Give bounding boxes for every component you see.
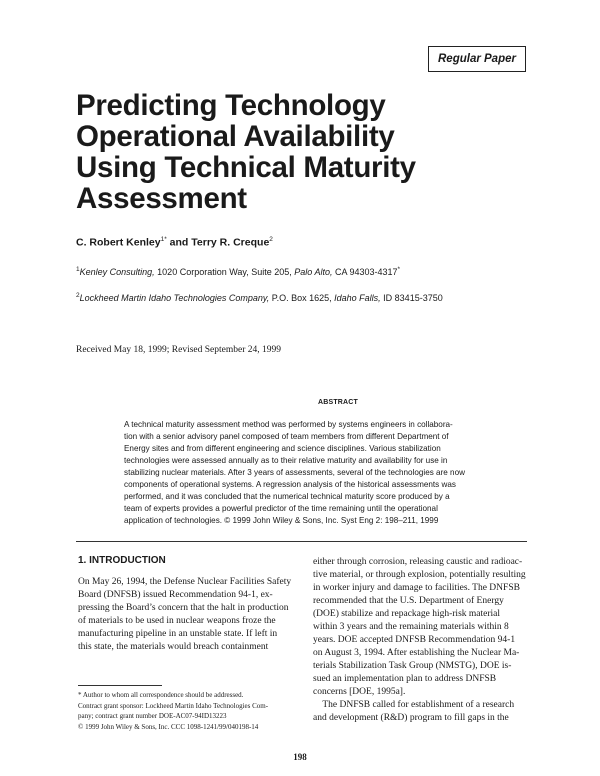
affiliation-address: 1020 Corporation Way, Suite 205, [154, 267, 295, 277]
affiliation-marker: * [397, 266, 401, 273]
body-column-left [78, 576, 300, 654]
author-superscript: 1* [160, 236, 167, 243]
body-line: pressing the Board’s concern that the halt in production [78, 603, 289, 613]
footnote-line: * Author to whom all correspondence should be addressed. [78, 691, 244, 699]
abstract-line: team of experts provides a powerful predictor of the time remaining until the operational [124, 504, 438, 514]
section-divider [76, 541, 316, 542]
footnote-line: © 1999 John Wiley & Sons, Inc. CCC 1098-1241/99/040198-14 [78, 722, 259, 731]
affiliation [76, 266, 400, 277]
footnotes [78, 690, 268, 732]
author-name: C. Robert Kenley [76, 236, 161, 249]
abstract-line: application of technologies. © 1999 John Wiley & Sons, Inc. Syst Eng 2: 198–211, 1999 [124, 516, 439, 526]
abstract-line: stabilizing nuclear materials. After 3 years of assessments, several of the technologies are now [124, 468, 465, 478]
body-line: manufacturing pipeline in an unstable state. If left in [78, 629, 278, 639]
body-line: of materials to be used in nuclear weapons froze the [78, 616, 276, 626]
footnote-divider [78, 685, 162, 686]
body-line: On May 26, 1994, the Defense Nuclear Facilities Safety [78, 577, 292, 587]
affiliation-address: P.O. Box 1625, [269, 293, 335, 303]
body-line: this state, the materials would breach containment [78, 642, 269, 652]
body-line: either through corrosion, releasing caustic and radioac- [313, 557, 523, 567]
abstract-body [124, 419, 508, 527]
footnote-line: Contract grant sponsor: Lockheed Martin Idaho Technologies Com- [78, 701, 269, 710]
author-list [76, 236, 273, 249]
section-heading: 1. INTRODUCTION [78, 555, 166, 566]
affiliation-org: Lockheed Martin Idaho Technologies Company, [79, 293, 270, 303]
body-line: Board (DNFSB) issued Recommendation 94-1, ex- [78, 590, 273, 600]
body-column-right [313, 556, 529, 725]
abstract-heading: ABSTRACT [317, 399, 359, 406]
body-line: within 3 years and the remaining materials within 8 [313, 622, 509, 632]
body-line: in worker injury and damage to facilities. The DNFSB [313, 583, 520, 593]
body-line: on August 3, 1994. After establishing the Nuclear Ma- [313, 648, 520, 658]
affiliation-postal: ID 83415-3750 [380, 293, 443, 303]
body-line: recommended that the U.S. Department of Energy [313, 596, 504, 606]
body-line: concerns [DOE, 1995a]. [313, 687, 406, 697]
affiliation [76, 292, 443, 303]
author-conjunction: and [166, 236, 192, 249]
paper-title [76, 90, 546, 214]
title-line: Operational Availability [76, 120, 395, 153]
body-line: The DNFSB called for establishment of a research [313, 700, 515, 710]
affiliation-org: Kenley Consulting, [79, 267, 155, 277]
affiliation-city: Palo Alto, [294, 267, 333, 277]
regular-paper-badge: Regular Paper [428, 46, 526, 72]
page-number: 198 [293, 752, 307, 762]
title-line: Predicting Technology [76, 89, 386, 122]
abstract-line: performed, and it was concluded that the numerical technical maturity score produced by a [124, 492, 450, 502]
abstract-line: A technical maturity assessment method was performed by systems engineers in collabora- [124, 420, 453, 429]
affiliation-postal: CA 94303-4317 [332, 267, 398, 277]
body-line: years. DOE accepted DNFSB Recommendation 94-1 [313, 635, 516, 645]
body-line: (DOE) stabilize and repackage high-risk material [313, 609, 501, 619]
abstract-line: components of operational systems. A regression analysis of the historical assessments was [124, 480, 456, 490]
affiliation-superscript: 1 [76, 266, 80, 273]
section-divider [313, 541, 527, 542]
title-line: Assessment [76, 182, 247, 215]
footnote-line: pany; contract grant number DOE-AC07-94ID13223 [78, 712, 227, 720]
body-line: sued an implementation plan to address DNFSB [313, 674, 497, 684]
author-name: Terry R. Creque [191, 236, 270, 249]
received-dates: Received May 18, 1999; Revised September 24, 1999 [76, 345, 282, 355]
title-line: Using Technical Maturity [76, 151, 416, 184]
body-line: tive material, or through explosion, potentially resulting [313, 570, 526, 580]
abstract-line: Energy sites and from different engineering and science disciplines. Various stabilization [124, 444, 441, 454]
affiliation-city: Idaho Falls, [334, 293, 381, 303]
author-superscript: 2 [269, 236, 273, 243]
affiliation-superscript: 2 [76, 292, 80, 299]
abstract-line: technologies were assessed annually as to their relative maturity and availability for use in [124, 456, 448, 466]
abstract-line: tion with a senior advisory panel composed of team members from different Department of [124, 432, 449, 442]
body-line: and development (R&D) program to fill gaps in the [313, 713, 509, 723]
body-line: terials Stabilization Task Group (NMSTG), DOE is- [313, 661, 512, 671]
